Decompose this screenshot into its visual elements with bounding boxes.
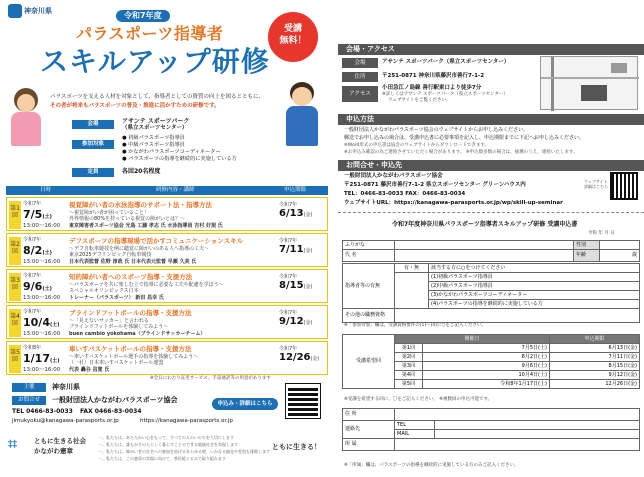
schedule-header <box>6 186 328 195</box>
deadline-dow: (金) <box>303 248 313 254</box>
access-address-label: 住所 <box>342 72 378 82</box>
session-desc-1: 〜視覚障がい者が困っていること！ <box>69 210 150 216</box>
deadline-dow: (金) <box>303 212 313 218</box>
session-row <box>6 233 328 267</box>
deadline-era: 令和7年 <box>279 274 298 280</box>
sex-label: 性別 <box>574 241 600 250</box>
charter-text-1: 一、私たちは、あたたかい心をもって、すべての人のいのちを大切にします <box>98 435 234 440</box>
session-dow: (土) <box>42 249 52 256</box>
affiliation-label: 所 属 <box>343 439 395 451</box>
access-map <box>540 56 638 110</box>
org-url[interactable]: https://kanagawa-parasports.or.jp <box>140 418 233 424</box>
access-venue-label: 会場 <box>342 58 378 68</box>
kanagawa-logo-icon <box>8 4 22 18</box>
contact-address: 〒251-0871 藤沢市善行7-1-2 県立スポーツセンター グリーンハウス内 <box>344 182 526 188</box>
charter-text-3: 一、私たちは、障がい者の社会への参加を妨げるあらゆる壁、いかなる偏見や差別も排除します <box>98 449 270 454</box>
session-dow: (土) <box>49 321 60 328</box>
contact-title: お問合せ・申込先 <box>338 160 644 171</box>
schedule-date-1: 7月5日(土) <box>423 344 550 353</box>
form-date: 令和 年 月 日 <box>588 231 615 236</box>
session-deadline <box>279 274 312 292</box>
form-title: 令和7年度神奈川県パラスポーツ指導者スキルアップ研修 受講申込書 <box>392 221 578 228</box>
session-speaker: buen cambio yokohama（ブラインドサッカーチーム） <box>69 331 206 337</box>
deadline-era: 令和7年 <box>279 202 298 208</box>
age-label: 年齢 <box>574 250 600 262</box>
contact-url[interactable]: ウェブサイトURL：https://kanagawa-parasports.or.jp/wp/skill-up-seminar <box>344 200 563 206</box>
info-block <box>72 118 272 180</box>
host-label: 主催 <box>12 383 46 392</box>
service-note: ※全日にわたり託児サービス、手話通訳等の用意があります <box>150 376 271 381</box>
schedule-no-4[interactable]: 第4回 <box>395 371 423 380</box>
charter-line-2: かながわ憲章 <box>34 447 73 455</box>
schedule-no-2[interactable]: 第2回 <box>395 353 423 362</box>
pref-name: 神奈川県 <box>24 7 52 15</box>
access-note-1: ※詳しくはアサンテ スポーツパーク（県立スポーツセンター） <box>382 92 508 97</box>
session-day: 10/4 <box>23 315 50 329</box>
session-speaker: 東京障害者スポーツ協会 光島 工藤 孝志 氏 水泳指導員 吉村 好規 氏 <box>69 223 223 229</box>
charter-text-2: 一、私たちは、誰もがその人らしく暮らすことのできる地域社会を実現します <box>98 442 238 447</box>
deadline-era: 令和7年 <box>279 310 298 316</box>
session-date <box>23 274 63 301</box>
session-dow: (土) <box>42 213 52 220</box>
mail-sub-label: MAIL <box>395 430 435 439</box>
session-title: 車いすバスケットボールの指導・支援方法 <box>69 345 192 353</box>
session-title: ブラインドフットボールの指導・支援方法 <box>69 309 192 317</box>
apply-button[interactable]: 申込み・詳細はこちら <box>212 398 278 410</box>
cut-line <box>338 212 644 213</box>
access-title: 会場・アクセス <box>338 44 644 55</box>
session-deadline <box>279 346 319 364</box>
schedule-table <box>342 334 640 389</box>
schedule-date-2: 8月2日(土) <box>423 353 550 362</box>
phone-label: 連絡先 <box>343 421 395 439</box>
schedule-no-5[interactable]: 第5回 <box>395 380 423 389</box>
session-title: 知的障がい者へのスポーツ指導・支援方法 <box>69 273 193 281</box>
charter-line-1: ともに生きる社会 <box>34 437 86 445</box>
session-time: 13:00〜16:00 <box>23 294 61 301</box>
deadline-date: 7/11 <box>279 244 304 255</box>
session-era: 令和8年 <box>23 345 42 351</box>
venue-value-1: アサンテ スポーツパーク <box>122 118 190 125</box>
session-era: 令和7年 <box>23 201 42 207</box>
target-item-4: ● パラスポーツの指導を継続的に実施している方 <box>122 156 237 162</box>
qualification-opt-4[interactable]: (4)パラスポーツの指導を継続的に実施している方 <box>429 300 640 309</box>
session-day: 1/17 <box>23 351 50 365</box>
address-field[interactable] <box>395 409 640 421</box>
free-badge-line1: 受講 <box>283 24 302 34</box>
session-desc-1: 〜車いすバスケットボール選手の指導を体験してみよう〜 <box>69 354 199 360</box>
schedule-no-1[interactable]: 第1回 <box>395 344 423 353</box>
session-deadline <box>279 238 312 256</box>
header-date: 日時 <box>40 187 52 193</box>
schedule-dl-4: 9月12日(金) <box>549 371 639 380</box>
qualification-label: 指導者等の有無 <box>343 264 395 309</box>
intro-line-1: パラスポーツを支える人材を対象として、指導者としての資質の向上を図るとともに、 <box>50 94 265 100</box>
org-mail[interactable]: jimukyoku@kanagawa-parasports.or.jp <box>12 418 119 424</box>
org-name: 一般財団法人かながわパラスポーツ協会 <box>52 396 178 404</box>
deadline-dow: (金) <box>310 356 320 362</box>
apply-text-2: 郵送でお申し込みの場合は、受講申込書に必要事項を記入し、申込期限までに下記へお申し込みください。 <box>344 135 585 141</box>
session-date <box>23 202 63 229</box>
schedule-dl-2: 7月11日(金) <box>549 353 639 362</box>
session-title: 視覚障がい者の水泳指導のサポート法・指導方法 <box>69 201 212 209</box>
schedule-header-deadline: 申込期限 <box>549 335 639 344</box>
other-qualification-label: その他の職務資格 <box>343 309 395 323</box>
session-deadline <box>279 202 312 220</box>
title-line-1: パラスポーツ指導者 <box>76 24 224 43</box>
contact-tel: TEL：0466-83-0033 FAX：0466-83-0034 <box>344 191 466 197</box>
contact-label: お問合せ <box>12 396 46 405</box>
mail-field[interactable] <box>435 430 640 439</box>
session-number: 第2回 <box>9 237 21 265</box>
apply-text-4: ※お申込み確認の為ご連絡させていただく場合があります。 ※申込数多数の場合は、抽選のうえ、連絡いたします。 <box>344 150 578 155</box>
capacity-value: 各回20名程度 <box>122 168 161 175</box>
schedule-dl-1: 6月13日(金) <box>549 344 639 353</box>
session-time: 13:00〜16:00 <box>23 258 61 265</box>
deadline-dow: (金) <box>303 320 313 326</box>
venue-label: 会場 <box>72 120 114 129</box>
session-speaker: 日本代表監督 佐野 淳哉 氏 日本代表元監督 早瀬 久美 氏 <box>69 259 197 265</box>
session-time: 13:00〜16:00 <box>23 222 61 229</box>
session-desc-2: 東京2025デフリンピック自転車競技 <box>69 252 152 258</box>
capacity-label: 定員 <box>72 168 114 177</box>
deadline-date: 8/15 <box>279 280 304 291</box>
target-item-1: ● 初級パラスポーツ指導員 <box>122 135 185 141</box>
session-speaker: 代表 轟谷 昌寛 氏 <box>69 367 110 373</box>
phone-field[interactable] <box>435 421 640 430</box>
qr-code-icon[interactable] <box>286 384 320 418</box>
schedule-note: ※受講を希望する回に、〇をご記入ください。 ※複数回の申込可能です。 <box>344 397 493 402</box>
deadline-dow: (金) <box>303 284 313 290</box>
session-era: 令和7年 <box>23 273 42 279</box>
schedule-date-5: 令和8年1月17日(土) <box>423 380 550 389</box>
session-date <box>23 346 63 373</box>
furigana-field[interactable] <box>395 241 574 250</box>
target-item-3: ● かながわパラスポーツコーディネーター <box>122 149 221 155</box>
org-tel: TEL 0466-83-0033 <box>12 408 73 415</box>
affiliation-field[interactable] <box>395 439 640 451</box>
schedule-dl-5: 12月26日(金) <box>549 380 639 389</box>
charter-text-4: 一、私たちは、この憲章の実現に向けて、県民総ぐるみで取り組みます <box>98 456 226 461</box>
free-badge <box>268 12 318 62</box>
session-number: 第5回 <box>9 345 21 373</box>
schedule-dl-3: 8月15日(金) <box>549 362 639 371</box>
session-row <box>6 305 328 339</box>
host-value: 神奈川県 <box>52 383 80 391</box>
schedule-date-4: 10月4日(土) <box>423 371 550 380</box>
qualification-opt-3[interactable]: (3)かながわパラスポーツコーディネーター <box>429 291 640 300</box>
form-qr-code-icon[interactable] <box>610 172 638 200</box>
phone-sub-label: TEL <box>395 421 435 430</box>
free-badge-line2: 無料！ <box>279 35 307 46</box>
access-route: 小田急江ノ島線 善行駅東口より徒歩7分 <box>382 85 482 91</box>
session-desc-2: （一社）日本車いすバスケットボール連盟 <box>69 360 164 366</box>
apply-text-3: ※Word形式の申込書は協会のウェブサイトからダウンロードできます。 <box>344 143 489 148</box>
affiliation-note: ※「所属」欄は、パラスポーツの指導を継続的に実施している方のみご記入ください。 <box>344 463 519 468</box>
session-number: 第4回 <box>9 309 21 337</box>
intro-line-2: その者が将来もパラスポーツの普及・推進に活かすための研修です。 <box>50 103 220 109</box>
qualification-opt-1[interactable]: (1)初級パラスポーツ指導員 <box>429 273 640 282</box>
furigana-label: ふりがな <box>343 241 395 250</box>
qualification-instruction: 該当する方に○をつけてください <box>429 264 640 273</box>
schedule-header-date: 開催日 <box>395 335 550 344</box>
session-desc-1: 〜デフ自転車競技を例に聴覚に障がいのある人へ指導の工夫〜 <box>69 246 210 252</box>
deadline-date: 9/12 <box>279 316 304 327</box>
year-badge: 令和7年度 <box>116 10 170 22</box>
charter-logo-text: ともに生きる！ <box>272 443 321 451</box>
session-desc-2: 外界情報の80%を持っている視覚の障がいとは？〜 <box>69 216 186 222</box>
header-content: 研修内容・講師 <box>156 187 195 193</box>
access-address: 〒251-0871 神奈川県藤沢市善行7-1-2 <box>382 73 485 79</box>
form-page <box>338 0 644 477</box>
session-day: 7/5 <box>23 207 43 221</box>
session-row <box>6 269 328 303</box>
other-qualification-field[interactable] <box>395 309 640 323</box>
access-note-2: ウェブサイトをご覧ください。 <box>388 98 451 103</box>
session-era: 令和7年 <box>23 237 42 243</box>
venue-value-2: （県立スポーツセンター） <box>122 125 188 131</box>
session-desc-1: 〜パラスポーツを共に楽しむ上で指導に必要な工夫や配慮を学ぼう〜 <box>69 282 224 288</box>
schedule-date-3: 9月6日(土) <box>423 362 550 371</box>
schedule-no-3[interactable]: 第3回 <box>395 362 423 371</box>
man-illustration-icon <box>282 82 322 148</box>
applicant-table <box>342 240 640 262</box>
qualification-mark-cell[interactable] <box>395 273 429 309</box>
session-dow: (土) <box>49 357 60 364</box>
qualification-opt-2[interactable]: (2)中級パラスポーツ指導員 <box>429 282 640 291</box>
session-desc-1: 〜「見えないサッカー」と言われる <box>69 318 149 324</box>
session-desc-2: ブラインドフットボールを体験してみよう〜 <box>69 324 169 330</box>
access-route-label: アクセス <box>342 86 378 102</box>
woman-illustration-icon <box>8 88 44 148</box>
header-deadline: 申込期限 <box>284 187 307 193</box>
session-number: 第3回 <box>9 273 21 301</box>
charter-logo-icon: ⌗ <box>8 434 18 453</box>
access-venue: アサンテ スポーツパーク（県立スポーツセンター） <box>382 59 510 65</box>
session-era: 令和7年 <box>23 309 42 315</box>
deadline-era: 令和7年 <box>279 346 298 352</box>
qualification-note: ※「参加対象」欄は、受講資格要件の(1)〜(4)に○をご記入ください。 <box>344 323 486 328</box>
deadline-era: 令和7年 <box>279 238 298 244</box>
schedule-label: 受講希望回 <box>343 335 395 389</box>
title-line-2: スキルアップ研修 <box>40 45 270 78</box>
session-day: 8/2 <box>23 243 43 257</box>
session-date <box>23 310 63 337</box>
deadline-date: 6/13 <box>279 208 304 219</box>
charter-footer <box>0 428 334 477</box>
session-deadline <box>279 310 312 328</box>
qualification-table <box>342 263 640 323</box>
session-dow: (土) <box>42 285 52 292</box>
sex-field[interactable] <box>600 241 640 250</box>
session-time: 13:00〜16:00 <box>23 330 61 337</box>
age-unit: 歳 <box>600 250 640 262</box>
apply-text-1: 一般財団法人かながわパラスポーツ協会のウェブサイトからお申し込みください。 <box>344 127 529 133</box>
qr-label: ウェブサイト 詳細はこちら <box>584 179 608 189</box>
apply-title: 申込方法 <box>338 114 644 125</box>
session-time: 13:00〜16:00 <box>23 366 61 373</box>
session-title: デフスポーツの指導現場で活かすコミュニケーションスキル <box>69 237 244 245</box>
session-row <box>6 341 328 375</box>
session-date <box>23 238 63 265</box>
deadline-date: 12/26 <box>279 352 311 363</box>
name-label: 氏 名 <box>343 250 395 262</box>
org-fax: FAX 0466-83-0034 <box>80 408 142 415</box>
address-label: 住 所 <box>343 409 395 421</box>
session-desc-2: スペシャルオリンピックス日本 <box>69 288 139 294</box>
contact-org: 一般財団法人かながわパラスポーツ協会 <box>344 173 443 179</box>
session-row <box>6 197 328 231</box>
session-day: 9/6 <box>23 279 43 293</box>
qualification-yesno[interactable]: 有・無 <box>395 264 429 273</box>
target-item-2: ● 中級パラスポーツ指導員 <box>122 142 185 148</box>
target-label: 参加対象 <box>72 140 114 149</box>
session-number: 第1回 <box>9 201 21 229</box>
name-field[interactable] <box>395 250 574 262</box>
session-speaker: トレーナー（パラスポーツ） 新田 昌幸 氏 <box>69 295 164 301</box>
contact-form-table <box>342 408 640 451</box>
